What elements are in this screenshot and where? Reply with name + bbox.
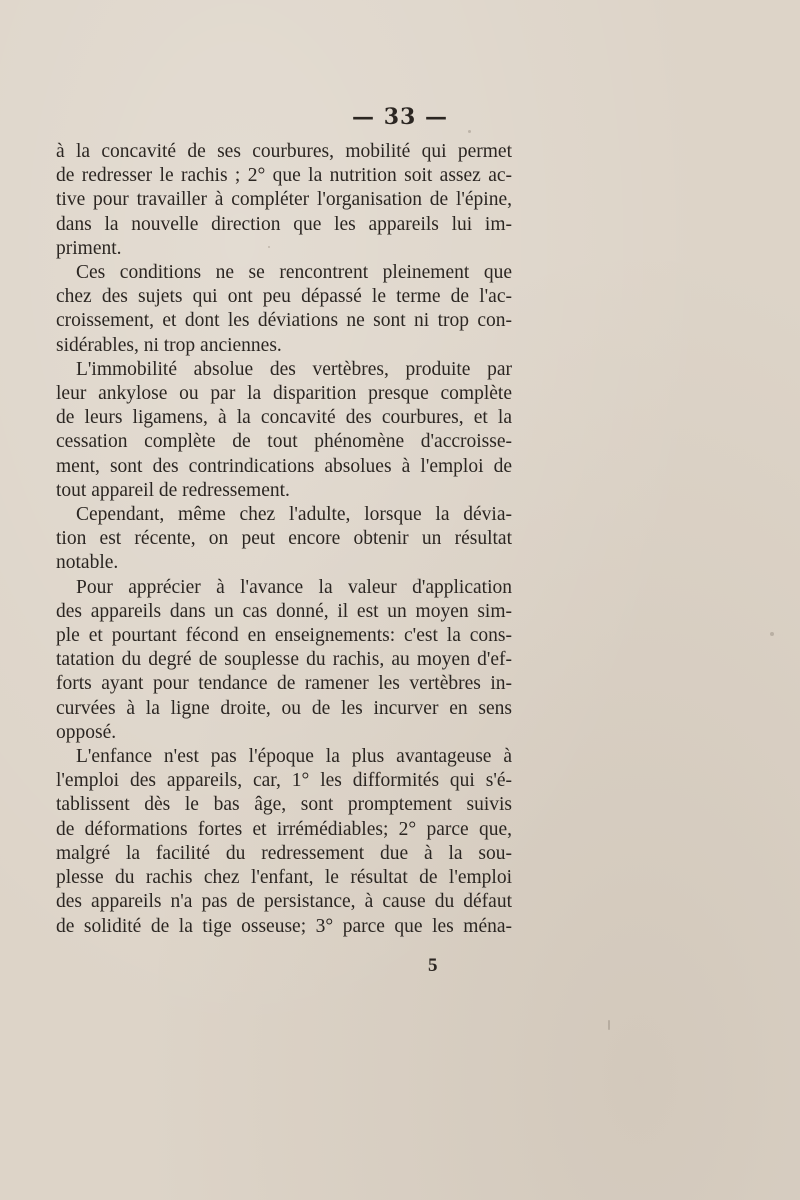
text-line: plesse du rachis chez l'enfant, le résultat de l'emploi [56,867,512,889]
text-line: ple et pourtant fécond en enseignements: c'est la cons- [56,625,512,647]
text-line: forts ayant pour tendance de ramener les vertèbres in- [56,673,512,695]
text-line: opposé. [56,721,117,743]
paper-speck [608,1020,610,1030]
text-line: de leurs ligamens, à la concavité des courbures, et la [56,407,512,429]
text-line: l'emploi des appareils, car, 1° les difformités qui s'é- [56,770,512,792]
text-line: chez des sujets qui ont peu dépassé le terme de l'ac- [56,286,512,308]
text-line: Cependant, même chez l'adulte, lorsque la dévia- [76,504,512,526]
text-line: cessation complète de tout phénomène d'accroisse- [56,431,512,453]
text-line: tion est récente, on peut encore obtenir un résultat [56,528,512,550]
text-line: notable. [56,552,119,574]
body-text [56,140,512,939]
page-number-header: — 33 — [352,104,448,130]
paper-speck [770,632,774,636]
text-line: de solidité de la tige osseuse; 3° parce que les ména- [56,915,512,937]
text-line: L'enfance n'est pas l'époque la plus avantageuse à [76,746,512,768]
text-line: ment, sont des contrindications absolues à l'emploi de [56,455,512,477]
text-line: tablissent dès le bas âge, sont promptement suivis [56,794,512,816]
text-line: des appareils dans un cas donné, il est un moyen sim- [56,600,512,622]
text-line: priment. [56,237,122,259]
text-line: L'immobilité absolue des vertèbres, produite par [76,358,512,380]
text-line: malgré la facilité du redressement due à la sou- [56,842,512,864]
signature-mark: 5 [428,955,438,976]
paper-speck [468,130,471,133]
text-line: tive pour travailler à compléter l'organisation de l'épine, [56,189,512,211]
text-line: de déformations fortes et irrémédiables; 2° parce que, [56,818,512,840]
text-line: des appareils n'a pas de persistance, à cause du défaut [56,891,512,913]
text-line: tout appareil de redressement. [56,479,290,501]
text-line: dans la nouvelle direction que les appareils lui im- [56,213,512,235]
text-line: croissement, et dont les déviations ne sont ni trop con- [56,310,512,332]
text-line: curvées à la ligne droite, ou de les incurver en sens [56,697,512,719]
paper-speck [268,246,270,248]
text-line: à la concavité de ses courbures, mobilité qui permet [56,141,512,162]
text-line: tatation du degré de souplesse du rachis, au moyen d'ef- [56,649,512,671]
text-line: Pour apprécier à l'avance la valeur d'application [76,576,512,598]
text-line: sidérables, ni trop anciennes. [56,334,282,356]
text-line: de redresser le rachis ; 2° que la nutrition soit assez ac- [56,165,512,187]
text-line: leur ankylose ou par la disparition presque complète [56,383,512,405]
text-line: Ces conditions ne se rencontrent pleinement que [76,262,512,284]
